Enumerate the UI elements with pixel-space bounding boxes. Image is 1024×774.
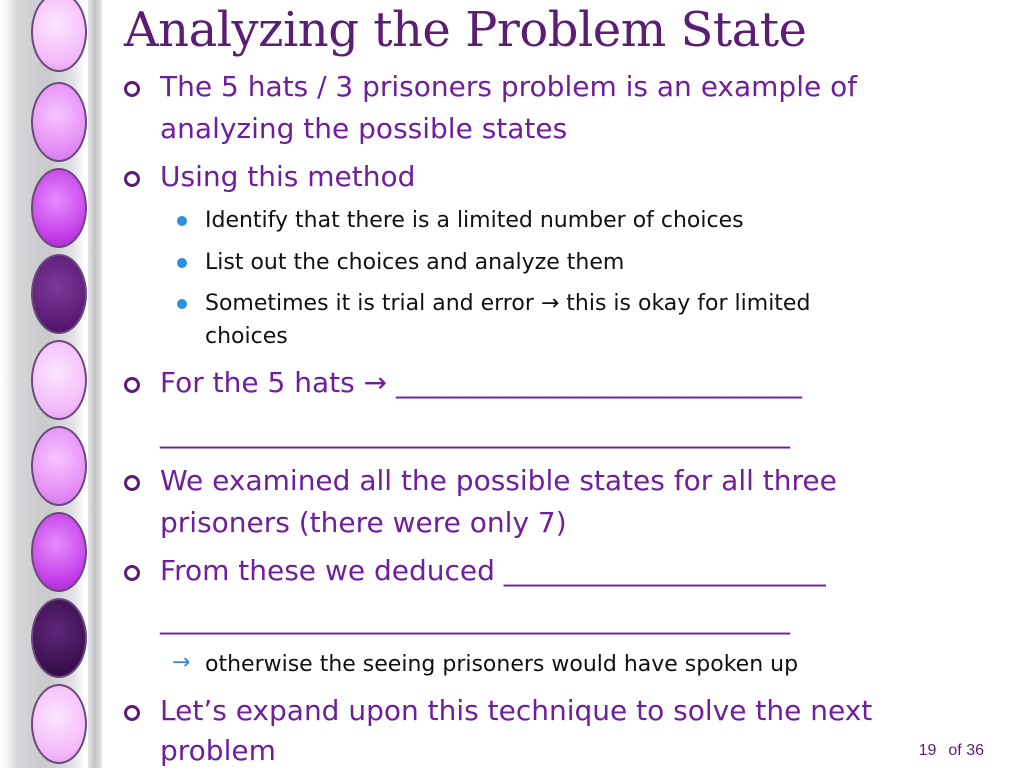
bullet-1-line-1: The 5 hats / 3 prisoners problem is an example of <box>160 70 858 103</box>
bullet-5-line-1: From these we deduced _______________________ <box>160 554 826 587</box>
bullet-4-line-1: We examined all the possible states for all three <box>160 464 837 497</box>
bullet-6 <box>0 690 1000 774</box>
bullet-6-line-1: Let’s expand upon this technique to solve the next <box>160 694 873 727</box>
sub-bullet-marker <box>177 216 187 226</box>
bullet-4-line-2: prisoners (there were only 7) <box>160 506 567 539</box>
arrow-icon: → <box>172 650 191 675</box>
bullet-1 <box>0 66 1000 150</box>
sub-bullet-3-line-1: Sometimes it is trial and error → this is okay for limited <box>205 291 811 316</box>
page-total: of 36 <box>948 742 984 759</box>
bullet-3-line-1: For the 5 hats → _____________________________ <box>160 366 802 399</box>
page-number: 19 <box>918 742 937 759</box>
bullet-3 <box>0 362 1000 449</box>
sub-bullet-marker <box>177 258 187 268</box>
bullet-1-line-2: analyzing the possible states <box>160 112 568 145</box>
bullet-3-line-2: _____________________________________________ <box>160 416 790 449</box>
bullet-2 <box>0 156 1000 198</box>
sub-bullet-3-line-2: choices <box>205 324 288 349</box>
bullet-5-line-2: _____________________________________________ <box>160 602 790 635</box>
bullet-5 <box>0 550 1000 634</box>
sub-bullet-2: List out the choices and analyze them <box>205 250 625 275</box>
bullet-4 <box>0 460 1000 544</box>
slide-number <box>919 742 984 760</box>
sub-bullet-deduction: otherwise the seeing prisoners would have spoken up <box>205 652 799 677</box>
sub-bullet-marker <box>177 299 187 309</box>
bullet-6-line-2: problem <box>160 734 276 767</box>
slide-title: Analyzing the Problem State <box>124 2 807 58</box>
bullet-2-text: Using this method <box>160 160 416 193</box>
sub-bullet-1: Identify that there is a limited number of choices <box>205 208 744 233</box>
